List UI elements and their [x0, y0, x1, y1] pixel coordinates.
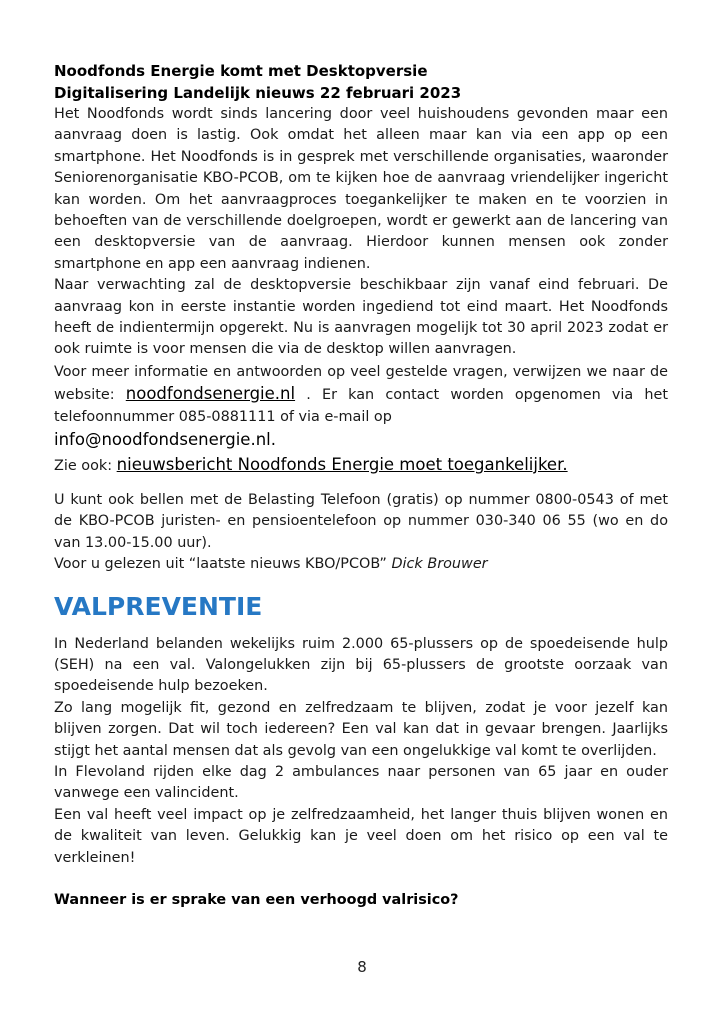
spacer: [54, 622, 668, 634]
source-text: Voor u gelezen uit “laatste nieuws KBO/PCOB”: [54, 556, 392, 573]
website-link[interactable]: noodfondsenergie.nl: [125, 383, 296, 403]
source-line: [54, 554, 668, 575]
spacer: [54, 478, 668, 490]
email-link[interactable]: info@noodfondsenergie.nl.: [54, 429, 276, 449]
page-number: 8: [357, 958, 367, 976]
article-title: Noodfonds Energie komt met Desktopversie: [54, 62, 428, 80]
contact-text-after: . Er kan contact worden opgenomen via het telefoonnummer 085-0881111 of via e-mail op: [54, 386, 668, 425]
section-title: VALPREVENTIE: [54, 591, 263, 621]
article-subtitle: Digitalisering Landelijk nieuws 22 februari 2023: [54, 84, 462, 102]
contact-text-before: Voor meer informatie en antwoorden op veel gestelde vragen, verwijzen we naar de website:: [54, 363, 668, 403]
email-line: [54, 428, 668, 453]
spacer: [54, 869, 668, 889]
phone-paragraph: U kunt ook bellen met de Belasting Telefoon (gratis) op nummer 0800-0543 of met de KBO-PCOB juristen- en pensioentelefoon op nummer 030-340 06 55 (wo en do van 13.00-15.00 uur).: [54, 491, 668, 551]
see-also-link[interactable]: nieuwsbericht Noodfonds Energie moet toegankelijker.: [116, 454, 568, 474]
document-page: [54, 60, 668, 911]
spacer: [54, 576, 668, 592]
contact-paragraph: [54, 361, 668, 428]
see-also-label: Zie ook:: [54, 457, 117, 474]
article-paragraph: Het Noodfonds wordt sinds lancering door veel huishoudens gevonden maar een aanvraag doen is lastig. Ook omdat het alleen maar kan via een app op een smartphone. Het Noodfonds is in gesprek met verschillende organisaties, waaronder Seniorenorganisatie KBO-PCOB, om te kijken hoe de aanvraag vriendelijker ingericht kan worden. Om het aanvraagproces toegankelijker te maken en te voorzien in behoeften van de verschillende doelgroepen, wordt er gewerkt aan de lancering van een desktopversie van de aanvraag. Hierdoor kunnen mensen ook zonder smartphone en app een aanvraag indienen.: [54, 106, 668, 272]
section-paragraph: In Flevoland rijden elke dag 2 ambulances naar personen van 65 jaar en ouder vanwege een valincident.: [54, 763, 668, 802]
author-name: Dick Brouwer: [391, 556, 488, 573]
section-paragraph: Zo lang mogelijk fit, gezond en zelfredzaam te blijven, zodat je voor jezelf kan blijven zorgen. Dat wil toch iedereen? Een val kan dat in gevaar brengen. Jaarlijks stijgt het aantal mensen dat als gevolg van een ongelukkige val komt te overlijden.: [54, 699, 668, 759]
section-paragraph: In Nederland belanden wekelijks ruim 2.000 65-plussers op de spoedeisende hulp (SEH) na een val. Valongelukken zijn bij 65-plussers de grootste oorzaak van spoedeisende hulp bezoeken.: [54, 635, 668, 695]
section-question: Wanneer is er sprake van een verhoogd valrisico?: [54, 891, 459, 908]
see-also-line: [54, 453, 668, 478]
article-paragraph: Naar verwachting zal de desktopversie beschikbaar zijn vanaf eind februari. De aanvraag kon in eerste instantie worden ingediend tot eind maart. Het Noodfonds heeft de indientermijn opgerekt. Nu is aanvragen mogelijk tot 30 april 2023 zodat er ook ruimte is voor mensen die via de desktop willen aanvragen.: [54, 277, 668, 358]
section-paragraph: Een val heeft veel impact op je zelfredzaamheid, het langer thuis blijven wonen en de kwaliteit van leven. Gelukkig kan je veel doen om het risico op een val te verkleinen!: [54, 806, 668, 866]
